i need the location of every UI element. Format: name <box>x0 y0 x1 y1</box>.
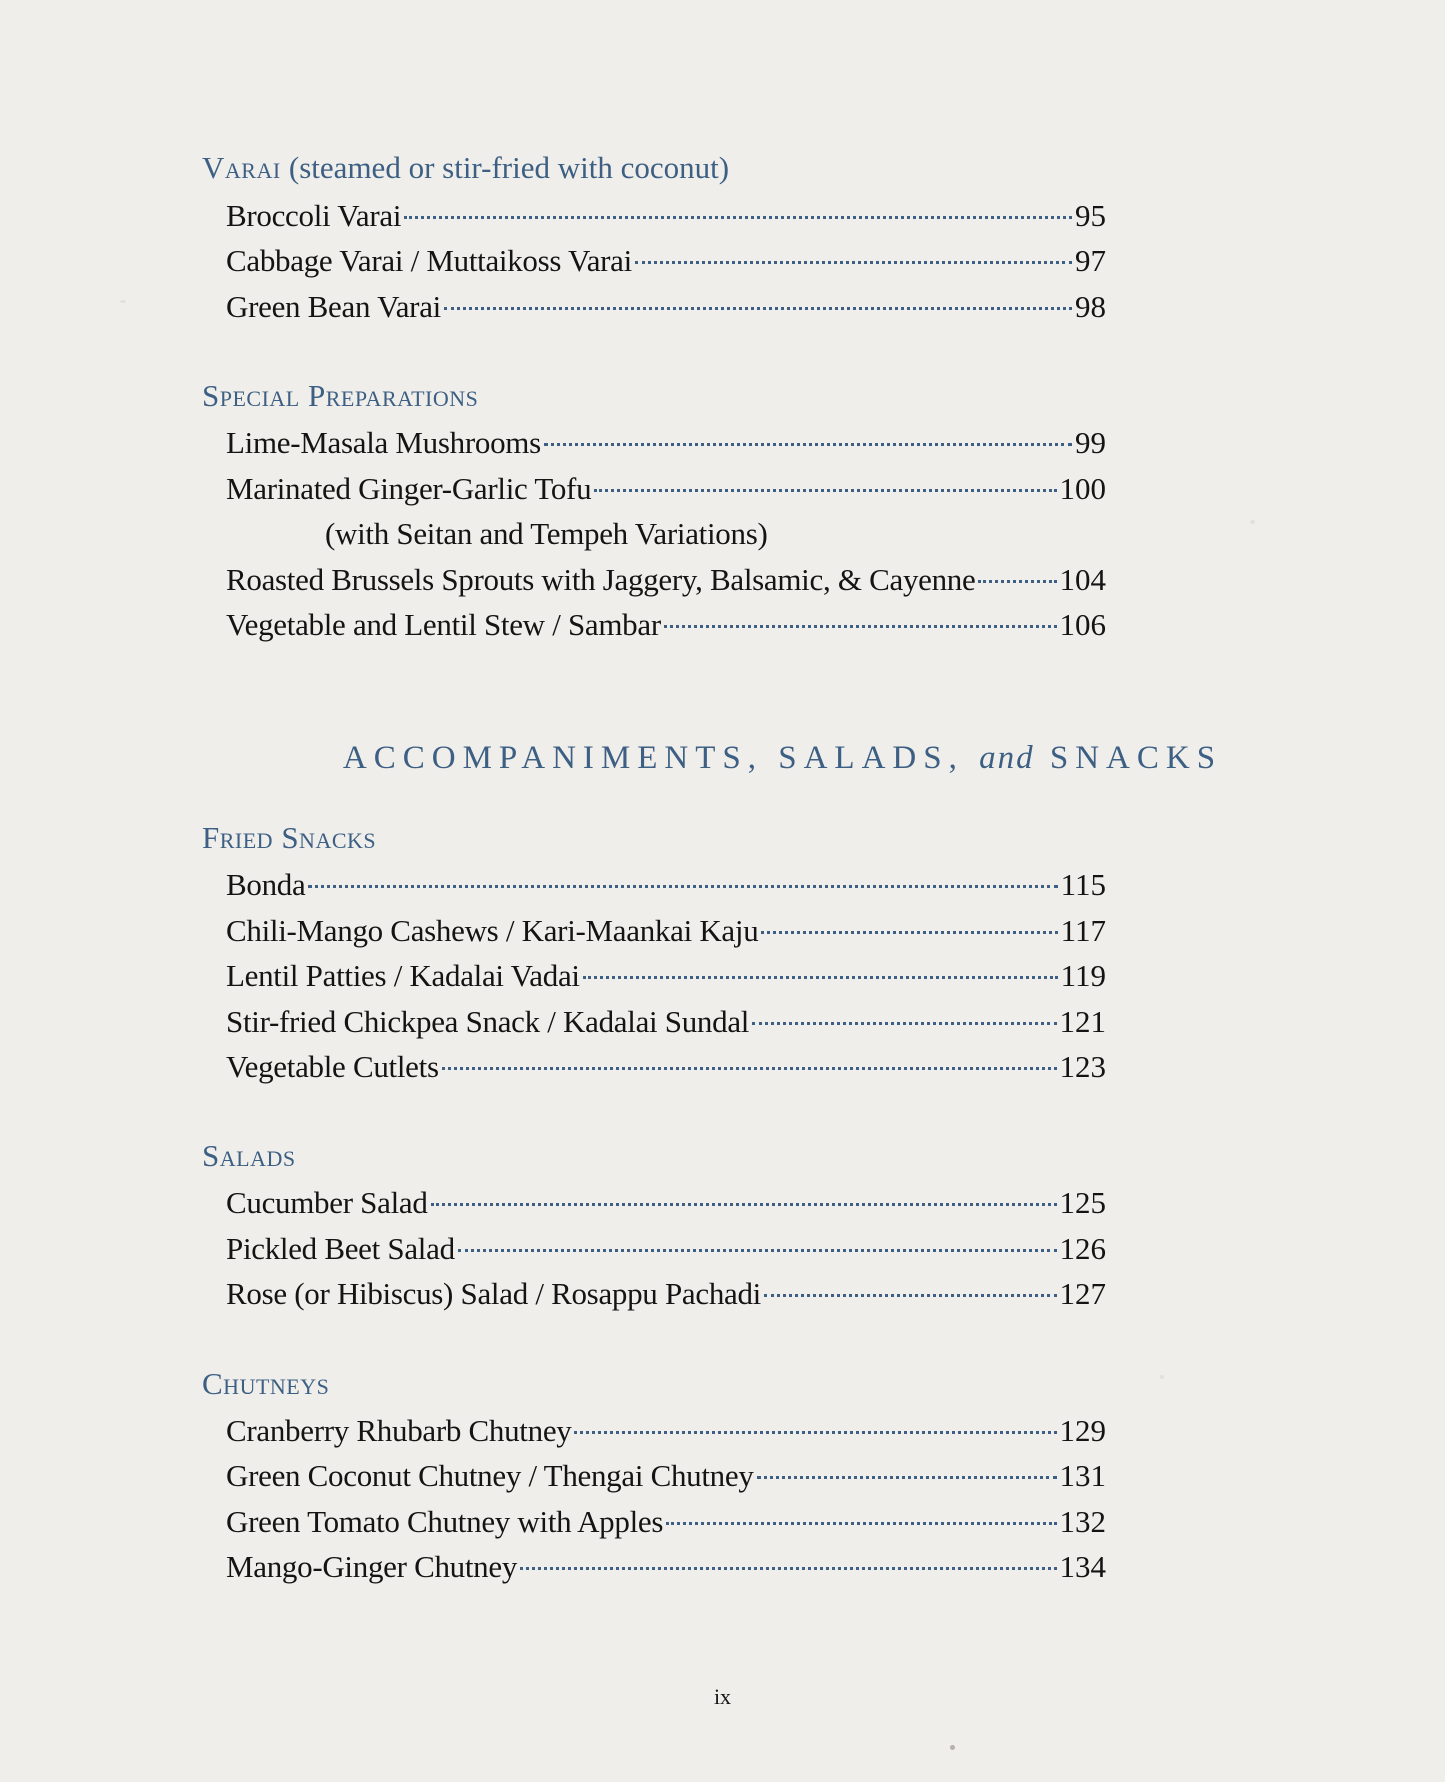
dot-leader <box>431 1203 1057 1206</box>
entry-title: Lentil Patties / Kadalai Vadai <box>226 958 580 993</box>
entry-page-number: 117 <box>1060 913 1106 948</box>
toc-entry[interactable] <box>226 469 1106 509</box>
section-subheading: (steamed or stir-fried with coconut) <box>288 150 730 185</box>
toc-entry[interactable] <box>226 423 1106 463</box>
toc-entry[interactable] <box>226 287 1106 327</box>
entry-page-number: 115 <box>1060 867 1106 902</box>
entry-page-number: 134 <box>1059 1549 1106 1584</box>
entry-page-number: 99 <box>1075 425 1106 460</box>
section-heading-varai <box>202 150 729 186</box>
entry-title: Broccoli Varai <box>226 198 402 233</box>
dot-leader <box>442 1067 1057 1070</box>
toc-entry[interactable] <box>226 241 1106 281</box>
entry-title: Lime-Masala Mushrooms <box>226 425 541 460</box>
toc-entry[interactable] <box>226 1229 1106 1269</box>
entry-continuation: (with Seitan and Tempeh Variations) <box>325 516 768 551</box>
entry-page-number: 132 <box>1059 1504 1106 1539</box>
toc-entry[interactable] <box>226 865 1106 905</box>
dot-leader <box>520 1567 1056 1570</box>
chapter-title-conjunction: and <box>979 740 1035 776</box>
entry-page-number: 119 <box>1060 958 1106 993</box>
dot-leader <box>752 1022 1056 1025</box>
entry-page-number: 106 <box>1059 607 1106 642</box>
entry-title: Chili-Mango Cashews / Kari-Maankai Kaju <box>226 913 759 948</box>
toc-entry[interactable] <box>226 1502 1106 1542</box>
toc-entry[interactable] <box>226 1047 1106 1087</box>
entry-title: Rose (or Hibiscus) Salad / Rosappu Pachadi <box>226 1276 761 1311</box>
dot-leader <box>664 625 1057 628</box>
entry-page-number: 104 <box>1059 562 1106 597</box>
page-folio: ix <box>713 1684 732 1709</box>
section-heading-label: Fried Snacks <box>202 820 377 855</box>
entry-title: Green Coconut Chutney / Thengai Chutney <box>226 1458 754 1493</box>
section-heading-label: Special Preparations <box>202 378 479 413</box>
dot-leader <box>583 976 1058 979</box>
entry-title: Cranberry Rhubarb Chutney <box>226 1413 572 1448</box>
section-heading-fried-snacks <box>202 820 376 856</box>
dot-leader <box>635 261 1072 264</box>
entry-page-number: 95 <box>1075 198 1106 233</box>
toc-entry[interactable] <box>226 911 1106 951</box>
paper-texture <box>1160 1375 1164 1379</box>
entry-title: Roasted Brussels Sprouts with Jaggery, Balsamic, & Cayenne <box>226 562 976 597</box>
toc-entry[interactable] <box>226 605 1106 645</box>
entry-title: Cabbage Varai / Muttaikoss Varai <box>226 243 632 278</box>
toc-entry[interactable] <box>226 1456 1106 1496</box>
dot-leader <box>444 307 1072 310</box>
section-heading-chutneys <box>202 1366 329 1402</box>
dot-leader <box>978 580 1056 583</box>
toc-entry[interactable] <box>226 1411 1106 1451</box>
section-heading-salads <box>202 1138 296 1174</box>
toc-entry[interactable] <box>226 560 1106 600</box>
entry-title: Mango-Ginger Chutney <box>226 1549 518 1584</box>
dot-leader <box>544 443 1072 446</box>
dot-leader <box>594 489 1056 492</box>
dot-leader <box>666 1522 1056 1525</box>
paper-texture <box>1250 520 1255 524</box>
section-heading-label: Salads <box>202 1138 296 1173</box>
paper-texture <box>950 1745 955 1750</box>
dot-leader <box>574 1431 1056 1434</box>
entry-title: Stir-fried Chickpea Snack / Kadalai Sundal <box>226 1004 750 1039</box>
entry-title: Vegetable Cutlets <box>226 1049 439 1084</box>
section-heading-label: Chutneys <box>202 1366 330 1401</box>
entry-page-number: 131 <box>1059 1458 1106 1493</box>
toc-entry[interactable] <box>226 196 1106 236</box>
entry-page-number: 127 <box>1059 1276 1106 1311</box>
entry-title: Marinated Ginger-Garlic Tofu <box>226 471 592 506</box>
entry-page-number: 126 <box>1059 1231 1106 1266</box>
entry-page-number: 98 <box>1075 289 1106 324</box>
entry-page-number: 123 <box>1059 1049 1106 1084</box>
chapter-title <box>0 740 1445 777</box>
section-heading-label: Varai <box>202 150 281 185</box>
entry-page-number: 125 <box>1059 1185 1106 1220</box>
dot-leader <box>757 1476 1057 1479</box>
toc-entry[interactable] <box>226 1002 1106 1042</box>
dot-leader <box>308 885 1057 888</box>
dot-leader <box>404 216 1072 219</box>
chapter-title-part1: ACCOMPANIMENTS, SALADS, <box>342 740 964 776</box>
entry-page-number: 97 <box>1075 243 1106 278</box>
entry-page-number: 121 <box>1059 1004 1106 1039</box>
entry-title: Cucumber Salad <box>226 1185 428 1220</box>
chapter-title-part2: SNACKS <box>1049 740 1223 776</box>
entry-title: Bonda <box>226 867 306 902</box>
dot-leader <box>458 1249 1057 1252</box>
dot-leader <box>761 931 1057 934</box>
entry-title: Pickled Beet Salad <box>226 1231 455 1266</box>
paper-texture <box>120 300 126 303</box>
entry-page-number: 100 <box>1059 471 1106 506</box>
toc-entry[interactable] <box>226 1547 1106 1587</box>
entry-title: Green Tomato Chutney with Apples <box>226 1504 664 1539</box>
entry-title: Vegetable and Lentil Stew / Sambar <box>226 607 661 642</box>
entry-title: Green Bean Varai <box>226 289 441 324</box>
toc-entry[interactable] <box>226 1183 1106 1223</box>
section-heading-special-preparations <box>202 378 478 414</box>
toc-entry[interactable] <box>226 956 1106 996</box>
dot-leader <box>764 1294 1057 1297</box>
entry-page-number: 129 <box>1059 1413 1106 1448</box>
toc-entry[interactable] <box>226 1274 1106 1314</box>
